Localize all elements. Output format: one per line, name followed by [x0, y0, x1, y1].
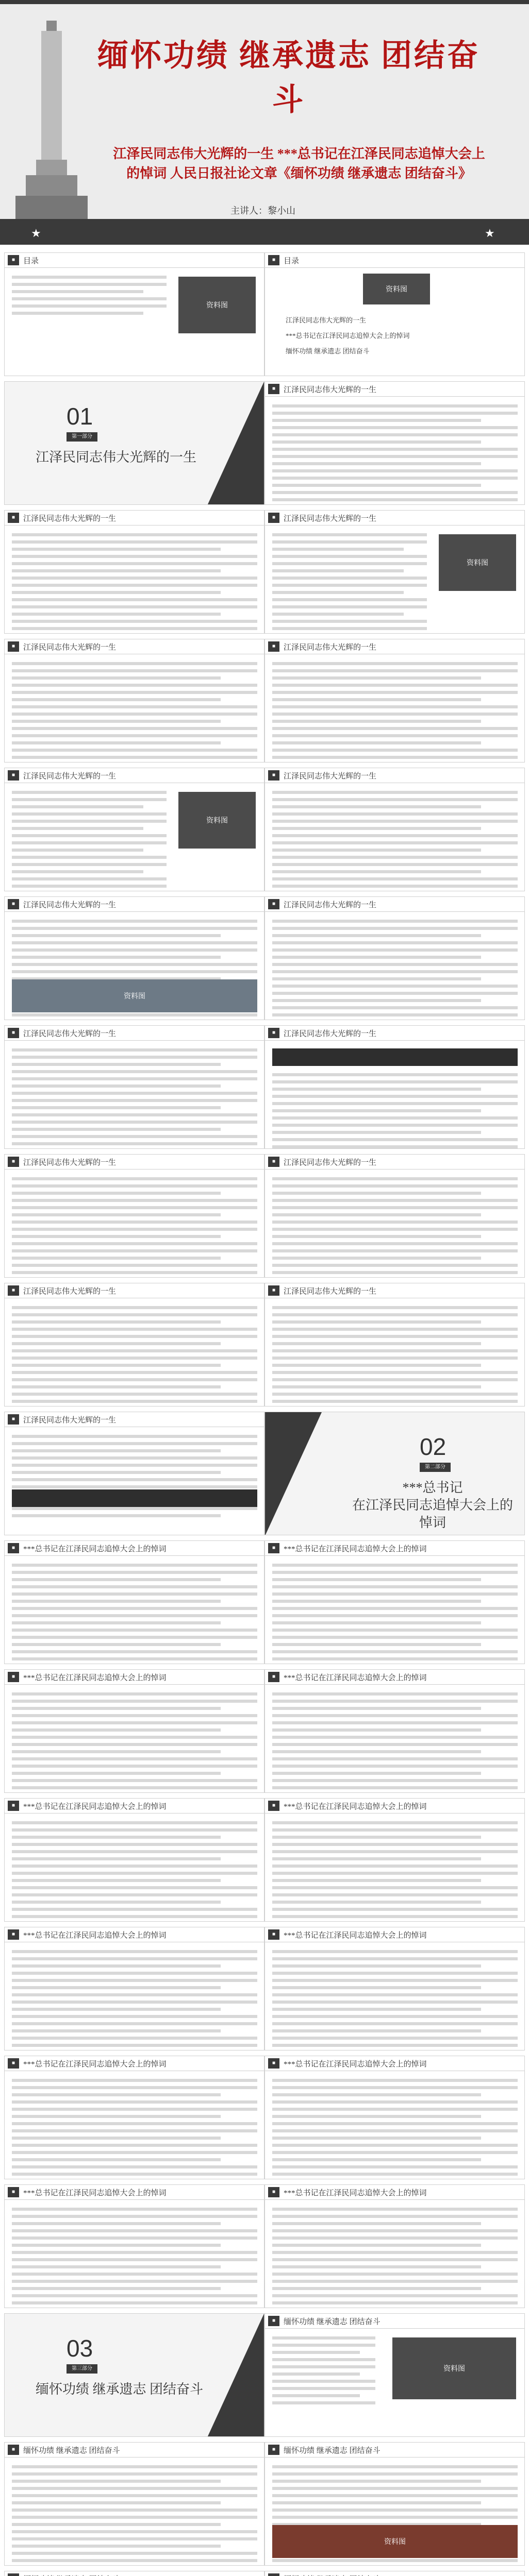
content-slide: [264, 381, 525, 505]
slide-header-text: ***总书记在江泽民同志追悼大会上的悼词: [23, 1545, 167, 1553]
slide-header: [265, 1670, 524, 1685]
decorative-shape: [176, 2314, 264, 2437]
slide-number-icon: ■: [8, 1157, 19, 1167]
section-number: 01: [67, 403, 93, 430]
text-block: [12, 1435, 257, 1521]
text-block: [272, 1692, 518, 1793]
slide-header-text: 江泽民同志伟大光辉的一生: [23, 643, 117, 652]
text-block: [272, 1073, 518, 1149]
section-title: 缅怀功绩 继承遗志 团结奋斗: [36, 2382, 204, 2397]
slide-number-icon: ■: [8, 2058, 19, 2069]
slide-header-text: ***总书记在江泽民同志追悼大会上的悼词: [284, 1545, 427, 1553]
slide-header: [265, 2443, 524, 2458]
slide-header-text: 江泽民同志伟大光辉的一生: [23, 1030, 117, 1038]
slide-header: [5, 768, 264, 783]
slide-header: [265, 897, 524, 912]
photo-placeholder: 资料图: [392, 2337, 516, 2399]
photo-placeholder: 资料图: [12, 979, 257, 1012]
toc-header: 目录: [284, 257, 300, 265]
cover-subtitle-line1: 江泽民同志伟大光辉的一生 ***总书记在江泽民同志追悼大会上: [113, 146, 485, 161]
slide-number-icon: [268, 2573, 279, 2576]
content-slide: [264, 1798, 525, 1922]
section-badge: 第三部分: [67, 2364, 97, 2374]
slide-number-icon: ■: [268, 1929, 279, 1940]
text-block: [272, 2336, 375, 2409]
slide-number-icon: ■: [8, 1285, 19, 1296]
text-block: [272, 533, 427, 634]
slide-header-text: 江泽民同志伟大光辉的一生: [284, 643, 377, 652]
slide-header-text: 江泽民同志伟大光辉的一生: [284, 1159, 377, 1167]
slide-header-text: ***总书记在江泽民同志追悼大会上的悼词: [23, 2189, 167, 2197]
slide-number-icon: ■: [268, 2445, 279, 2455]
content-slide: [264, 896, 525, 1020]
slide-number-icon: ■: [8, 1929, 19, 1940]
content-slide: [264, 2056, 525, 2179]
photo-placeholder: 资料图: [363, 274, 430, 304]
section-title-line1: ***总书记: [402, 1480, 463, 1495]
text-block: [272, 1821, 518, 1922]
slide-number-icon: ■: [268, 1801, 279, 1811]
toc-item[interactable]: 缅怀功绩 继承遗志 团结奋斗: [286, 347, 370, 355]
slide-number-icon: ■: [268, 1543, 279, 1553]
slide-header-text: 缅怀功绩 继承遗志 团结奋斗: [284, 2447, 381, 2455]
slide-number-icon: ■: [268, 1157, 279, 1167]
text-block: [272, 1564, 518, 1664]
section-title-line2: 在江泽民同志追悼大会上的悼词: [352, 1498, 513, 1530]
content-slide: [264, 1669, 525, 1793]
slide-number-icon: ■: [268, 2316, 279, 2326]
slide-number-icon: ■: [8, 255, 19, 265]
slide-header-text: ***总书记在江泽民同志追悼大会上的悼词: [23, 1803, 167, 1811]
slide-header-text: [284, 2573, 381, 2576]
slide-toc: [264, 252, 525, 376]
slide-header: [265, 253, 524, 268]
slide-header: [265, 1927, 524, 1942]
slide-header-text: 江泽民同志伟大光辉的一生: [284, 1287, 377, 1296]
slide-header-text: 江泽民同志伟大光辉的一生: [23, 515, 117, 523]
content-slide: [4, 1025, 264, 1149]
slide-number-icon: ■: [8, 513, 19, 523]
slide-number-icon: ■: [8, 1543, 19, 1553]
content-slide: [264, 2313, 525, 2437]
text-block: [12, 1306, 257, 1406]
text-block: [12, 1821, 257, 1922]
text-block: [272, 1950, 518, 2050]
section-number: 03: [67, 2335, 93, 2362]
section-slide-2: [264, 1412, 525, 1535]
slide-number-icon: ■: [268, 1285, 279, 1296]
slide-number-icon: ■: [268, 255, 279, 265]
slide-number-icon: ■: [8, 2445, 19, 2455]
slide-header: [265, 511, 524, 526]
photo-placeholder: 资料图: [439, 534, 516, 591]
section-title: [348, 1479, 518, 1532]
text-block: [12, 533, 257, 634]
section-slide-1: [4, 381, 264, 505]
slide-header: [265, 2056, 524, 2071]
photo-placeholder: 资料图: [178, 277, 256, 333]
text-block: [12, 1950, 257, 2050]
slide-number-icon: ■: [8, 1801, 19, 1811]
text-block: [272, 791, 518, 891]
slide-header: [5, 2443, 264, 2458]
slide-number-icon: ■: [268, 1028, 279, 1038]
star-icon: ★: [31, 227, 41, 240]
decorative-shape: [176, 382, 264, 505]
slide-header: [265, 2185, 524, 2200]
slide-header-text: ***总书记在江泽民同志追悼大会上的悼词: [23, 1931, 167, 1940]
text-block: [272, 2079, 518, 2179]
text-block: [12, 1177, 257, 1278]
text-block: [12, 1564, 257, 1664]
slide-header-text: 江泽民同志伟大光辉的一生: [284, 1030, 377, 1038]
content-slide: [4, 2442, 264, 2566]
photo-placeholder: 资料图: [178, 792, 256, 849]
text-block: [12, 2208, 257, 2308]
content-slide: [264, 768, 525, 891]
text-block: [12, 2079, 257, 2179]
cover-speaker: 主讲人：黎小山: [230, 206, 295, 216]
slide-header: [265, 1283, 524, 1298]
slide-header: [5, 1927, 264, 1942]
text-block: [272, 2208, 518, 2308]
slide-header: [5, 1026, 264, 1041]
slide-header-text: 江泽民同志伟大光辉的一生: [23, 1159, 117, 1167]
cover-bottom-stripe: [0, 219, 529, 245]
slide-header-text: 缅怀功绩 继承遗志 团结奋斗: [284, 2318, 381, 2326]
slide-header-text: 江泽民同志伟大光辉的一生: [23, 772, 117, 781]
slide-header: [5, 2056, 264, 2071]
toc-item[interactable]: 江泽民同志伟大光辉的一生: [286, 316, 367, 324]
slide-header: [5, 1412, 264, 1427]
text-block: [12, 276, 167, 319]
photo-placeholder: 资料图: [272, 2525, 518, 2558]
content-slide: [4, 1412, 264, 1535]
slide-header-text: 江泽民同志伟大光辉的一生: [23, 901, 117, 909]
slide-header: [5, 1670, 264, 1685]
section-number: 02: [420, 1433, 447, 1460]
text-block: [272, 1306, 518, 1406]
content-slide: [4, 1669, 264, 1793]
slide-header: [5, 1155, 264, 1170]
content-slide: [264, 2571, 525, 2576]
star-icon: ★: [485, 227, 495, 240]
content-slide: [4, 1154, 264, 1278]
content-slide: [264, 1283, 525, 1406]
section-badge: 第二部分: [420, 1463, 451, 1472]
text-block: [272, 404, 518, 505]
slide-header-text: ***总书记在江泽民同志追悼大会上的悼词: [284, 1931, 427, 1940]
cover-title: 缅怀功绩 继承遗志 团结奋斗: [97, 39, 480, 117]
text-block: [272, 920, 518, 1020]
content-slide: [264, 1025, 525, 1149]
content-slide: [4, 896, 264, 1020]
slide-number-icon: [8, 2573, 19, 2576]
slide-number-icon: ■: [268, 770, 279, 781]
content-slide: [264, 1540, 525, 1664]
slide-header-text: ***总书记在江泽民同志追悼大会上的悼词: [284, 1674, 427, 1682]
slide-header-text: ***总书记在江泽民同志追悼大会上的悼词: [284, 2060, 427, 2069]
slide-number-icon: ■: [8, 1028, 19, 1038]
slide-header: [265, 1026, 524, 1041]
slide-number-icon: ■: [268, 513, 279, 523]
content-slide: [264, 2442, 525, 2566]
content-slide: [4, 1540, 264, 1664]
content-slide: [4, 2184, 264, 2308]
content-slide: [4, 1927, 264, 2050]
content-slide: [4, 1283, 264, 1406]
slide-header-text: 缅怀功绩 继承遗志 团结奋斗: [23, 2447, 120, 2455]
slide-header-text: ***总书记在江泽民同志追悼大会上的悼词: [23, 1674, 167, 1682]
content-slide: [4, 639, 264, 762]
slide-header: [5, 897, 264, 912]
slide-number-icon: ■: [268, 641, 279, 652]
slide-header: [5, 253, 264, 268]
slide-number-icon: ■: [8, 770, 19, 781]
slide-header-text: 江泽民同志伟大光辉的一生: [284, 772, 377, 781]
slide-header: [265, 1155, 524, 1170]
slide-header: [5, 1799, 264, 1814]
content-slide: [4, 768, 264, 891]
text-block: [12, 662, 257, 762]
slide-number-icon: ■: [8, 1414, 19, 1425]
slide-header-text: 江泽民同志伟大光辉的一生: [23, 1416, 117, 1425]
text-block: [12, 791, 167, 891]
slide-header: [5, 639, 264, 654]
slide-number-icon: ■: [8, 1672, 19, 1682]
highlight-box: [12, 1489, 257, 1507]
slide-number-icon: ■: [268, 2187, 279, 2197]
slide-number-icon: ■: [8, 641, 19, 652]
slide-header: [5, 511, 264, 526]
slide-number-icon: ■: [268, 899, 279, 909]
slide-header-text: ***总书记在江泽民同志追悼大会上的悼词: [23, 2060, 167, 2069]
slide-header: [265, 382, 524, 397]
slide-header: [265, 1541, 524, 1556]
slide-header-text: ***总书记在江泽民同志追悼大会上的悼词: [284, 1803, 427, 1811]
slide-header: [5, 1283, 264, 1298]
section-slide-3: [4, 2313, 264, 2437]
cover-top-stripe: [0, 0, 529, 4]
slide-intro: [4, 252, 264, 376]
content-slide: [264, 1154, 525, 1278]
section-title: 江泽民同志伟大光辉的一生: [36, 450, 197, 465]
content-slide: [4, 1798, 264, 1922]
content-slide: [4, 2056, 264, 2179]
toc-item[interactable]: ***总书记在江泽民同志追悼大会上的悼词: [286, 332, 410, 340]
text-block: [272, 662, 518, 762]
slide-number-icon: ■: [268, 1672, 279, 1682]
slide-header-text: 目录: [23, 257, 39, 265]
slide-header: [5, 2571, 264, 2576]
text-block: [12, 2465, 257, 2566]
slide-header-text: ***总书记在江泽民同志追悼大会上的悼词: [284, 2189, 427, 2197]
content-slide: [4, 2571, 264, 2576]
content-slide: [4, 510, 264, 634]
slide-header: [265, 639, 524, 654]
text-block: [272, 1177, 518, 1278]
slide-header-text: [23, 2573, 120, 2576]
slide-header: [5, 2185, 264, 2200]
slide-number-icon: ■: [268, 2058, 279, 2069]
section-badge: 第一部分: [67, 432, 97, 442]
slide-header: [265, 2314, 524, 2329]
slide-number-icon: ■: [268, 384, 279, 394]
cover-subtitle-line2: 的悼词 人民日报社论文章《缅怀功绩 继承遗志 团结奋斗》: [126, 166, 472, 181]
slide-header: [265, 2571, 524, 2576]
highlight-box: [272, 1048, 518, 1066]
slide-number-icon: ■: [8, 2187, 19, 2197]
text-block: [12, 1692, 257, 1793]
slide-number-icon: ■: [8, 899, 19, 909]
slide-header: [265, 768, 524, 783]
content-slide: [264, 510, 525, 634]
slide-header-text: 江泽民同志伟大光辉的一生: [284, 515, 377, 523]
slide-header: [5, 1541, 264, 1556]
decorative-shape: [265, 1412, 353, 1535]
cover-slide: [0, 0, 529, 245]
slide-header-text: 江泽民同志伟大光辉的一生: [284, 901, 377, 909]
slide-header-text: 江泽民同志伟大光辉的一生: [23, 1287, 117, 1296]
slide-header-text: 江泽民同志伟大光辉的一生: [284, 386, 377, 394]
content-slide: [264, 639, 525, 762]
content-slide: [264, 1927, 525, 2050]
cover-subtitle: [88, 144, 510, 183]
text-block: [12, 1048, 257, 1149]
content-slide: [264, 2184, 525, 2308]
slide-header: [265, 1799, 524, 1814]
monument-illustration: [15, 21, 88, 222]
